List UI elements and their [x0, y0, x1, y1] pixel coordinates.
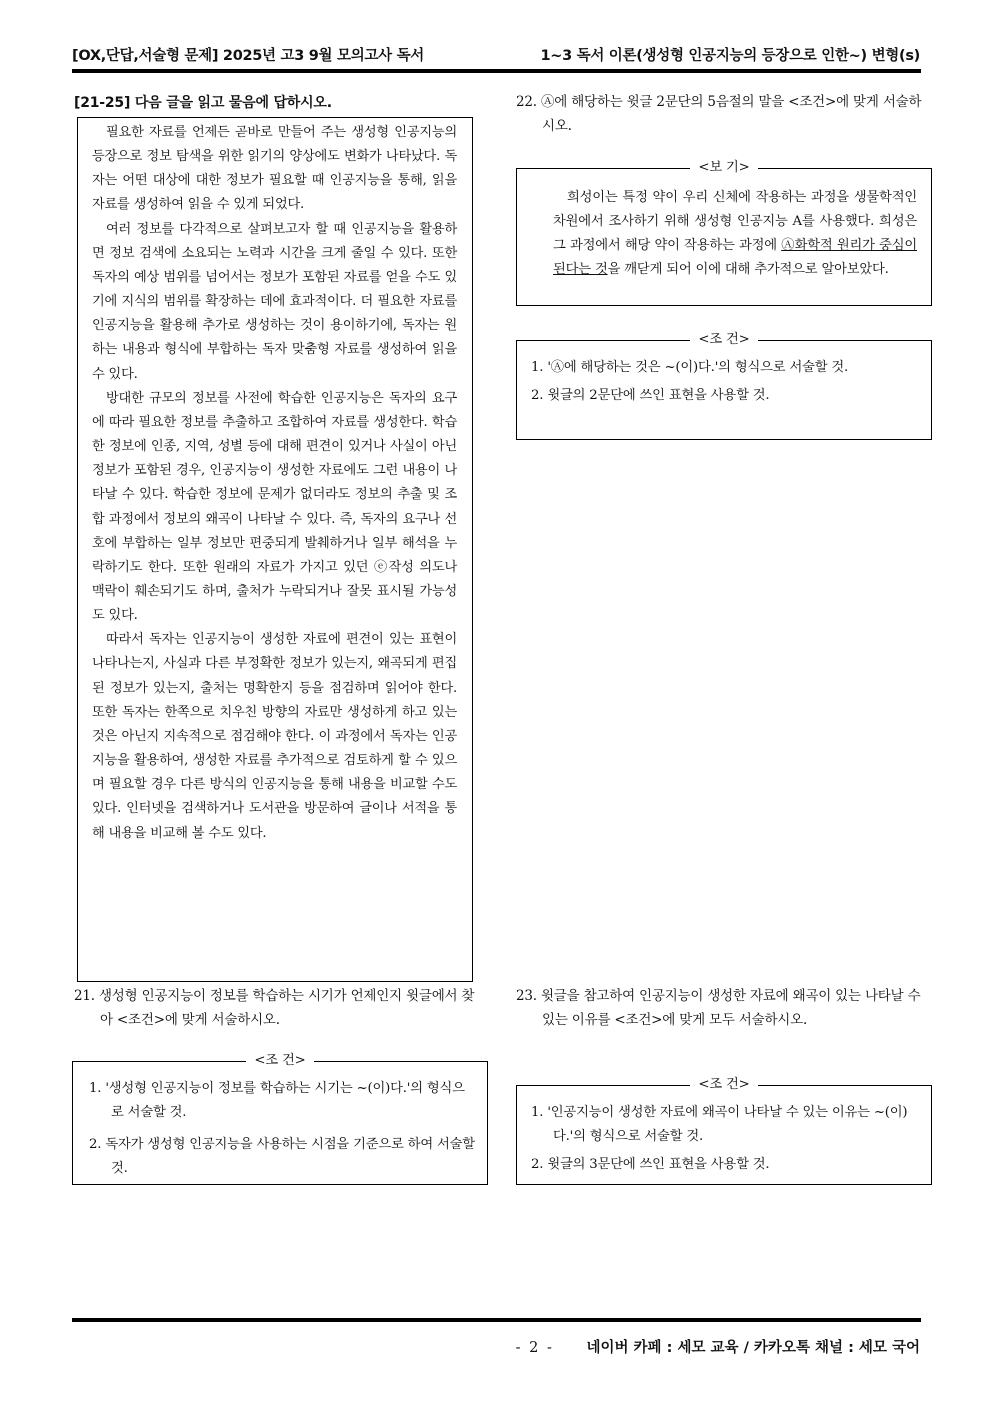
question-21-text: 생성형 인공지능이 정보를 학습하는 시기가 언제인지 윗글에서 찾아 <조건>에 맞게 서술하시오.: [98, 988, 475, 1028]
q23-condition-1: 1. '인공지능이 생성한 자료에 왜곡이 나타날 수 있는 이유는 ~(이)다.'의 형식으로 서술할 것.: [531, 1105, 908, 1144]
question-23: [516, 984, 924, 1032]
q21-conditions-title: <조 건>: [246, 1053, 313, 1068]
question-22: [516, 90, 924, 138]
passage-paragraph-4: 따라서 독자는 인공지능이 생성한 자료에 편견이 있는 표현이 나타나는지, 사실과 다른 부정확한 정보가 있는지, 왜곡되게 편집된 정보가 있는지, 출처는 명확한지 등을 점검하며 읽어야 한다. 또한 독자는 한쪽으로 치우친 방향의 자료만 생성하게 하고 있는 것은 아닌지 지속적으로 점검해야 한다. 이 과정에서 독자는 인공지능을 활용하여, 생성한 자료를 추가적으로 검토하게 할 수 있으며 필요할 경우 다른 방식의 인공지능을 통해 내용을 비교할 수도 있다. 인터넷을 검색하거나 도서관을 방문하여 글이나 서적을 통해 내용을 비교해 볼 수도 있다.: [92, 632, 457, 841]
header-rule: [72, 69, 921, 73]
q22-condition-2: 2. 윗글의 2문단에 쓰인 표현을 사용할 것.: [531, 388, 770, 403]
footer-rule: [72, 1318, 921, 1322]
q22-condition-1: 1. 'Ⓐ에 해당하는 것은 ~(이)다.'의 형식으로 서술할 것.: [531, 360, 849, 375]
passage-paragraph-1: 필요한 자료를 언제든 곧바로 만들어 주는 생성형 인공지능의 등장으로 정보 탐색을 위한 읽기의 양상에도 변화가 나타났다. 독자는 어떤 대상에 대한 정보가 필요할 때 인공지능을 통해, 읽을 자료를 생성하여 읽을 수 있게 되었다.: [92, 125, 457, 213]
section-heading: [21-25] 다음 글을 읽고 물음에 답하시오.: [74, 95, 332, 111]
question-22-text: Ⓐ에 해당하는 윗글 2문단의 5음절의 말을 <조건>에 맞게 서술하시오.: [540, 94, 922, 134]
page-number: - 2 -: [515, 1340, 554, 1356]
q22-conditions-box: [516, 332, 932, 440]
question-23-text: 윗글을 참고하여 인공지능이 생성한 자료에 왜곡이 있는 나타날 수 있는 이유를 <조건>에 맞게 모두 서술하시오.: [540, 988, 921, 1028]
question-23-number: 23.: [516, 988, 537, 1004]
footer: [516, 1336, 920, 1357]
question-22-number: 22.: [516, 94, 537, 110]
question-21: [74, 984, 478, 1032]
q21-condition-1: 1. '생성형 인공지능이 정보를 학습하는 시기는 ~(이)다.'의 형식으로 서술할 것.: [89, 1081, 465, 1120]
q23-condition-2: 2. 윗글의 3문단에 쓰인 표현을 사용할 것.: [531, 1157, 770, 1172]
header-title: [OX,단답,서술형 문제] 2025년 고3 9월 모의고사 독서: [72, 48, 424, 64]
q22-bogi-title: <보 기>: [690, 160, 757, 175]
footer-brand: 네이버 카페 : 세모 교육 / 카카오톡 채널 : 세모 국어: [586, 1340, 920, 1356]
q22-bogi-box: [516, 160, 932, 306]
passage-paragraph-2: 여러 정보를 다각적으로 살펴보고자 할 때 인공지능을 활용하면 정보 검색에 소요되는 노력과 시간을 크게 줄일 수 있다. 또한 독자의 예상 범위를 넘어서는 정보가 포함된 자료를 얻을 수도 있기에 지식의 범위를 확장하는 데에 효과적이다. 더 필요한 자료를 인공지능을 활용해 추가로 생성하는 것이 용이하기에, 독자는 원하는 내용과 형식에 부합하는 독자 맞춤형 자료를 생성하여 읽을 수 있다.: [92, 221, 457, 382]
q23-conditions-box: [516, 1077, 932, 1185]
q21-condition-2: 2. 독자가 생성형 인공지능을 사용하는 시점을 기준으로 하여 서술할 것.: [89, 1137, 475, 1176]
q22-underlined-phrase: Ⓐ화학적 원리가 중심이 된다는 것: [553, 238, 917, 277]
q21-conditions-box: [72, 1053, 488, 1185]
question-21-number: 21.: [74, 988, 95, 1004]
reading-passage: [77, 117, 473, 982]
q23-conditions-title: <조 건>: [690, 1077, 757, 1092]
passage-paragraph-3: 방대한 규모의 정보를 사전에 학습한 인공지능은 독자의 요구에 따라 필요한 정보를 추출하고 조합하여 자료를 생성한다. 학습한 정보에 인종, 지역, 성별 등에 대해 편견이 있거나 사실이 아닌 정보가 포함된 경우, 인공지능이 생성한 자료에도 그런 내용이 나타날 수 있다. 학습한 정보에 문제가 없더라도 정보의 추출 및 조합 과정에서 정보의 왜곡이 나타날 수 있다. 즉, 독자의 요구나 선호에 부합하는 일부 정보만 편중되게 발췌하거나 일부 해석을 누락하기도 한다. 또한 원래의 자료가 가지고 있던 ⓔ작성 의도나 맥락이 훼손되기도 하며, 출처가 누락되거나 잘못 표시될 가능성도 있다.: [92, 390, 457, 624]
header-subtitle: 1~3 독서 이론(생성형 인공지능의 등장으로 인한~) 변형(s): [540, 48, 920, 64]
q22-conditions-title: <조 건>: [690, 332, 757, 347]
q22-bogi-text: 희성이는 특정 약이 우리 신체에 작용하는 과정을 생물학적인 차원에서 조사하기 위해 생성형 인공지능 A를 사용했다. 희성은 그 과정에서 해당 약이 작용하는 과정에 Ⓐ화학적 원리가 중심이 된다는 것을 깨닫게 되어 이에 대해 추가적으로 알아보았다.: [553, 190, 917, 277]
